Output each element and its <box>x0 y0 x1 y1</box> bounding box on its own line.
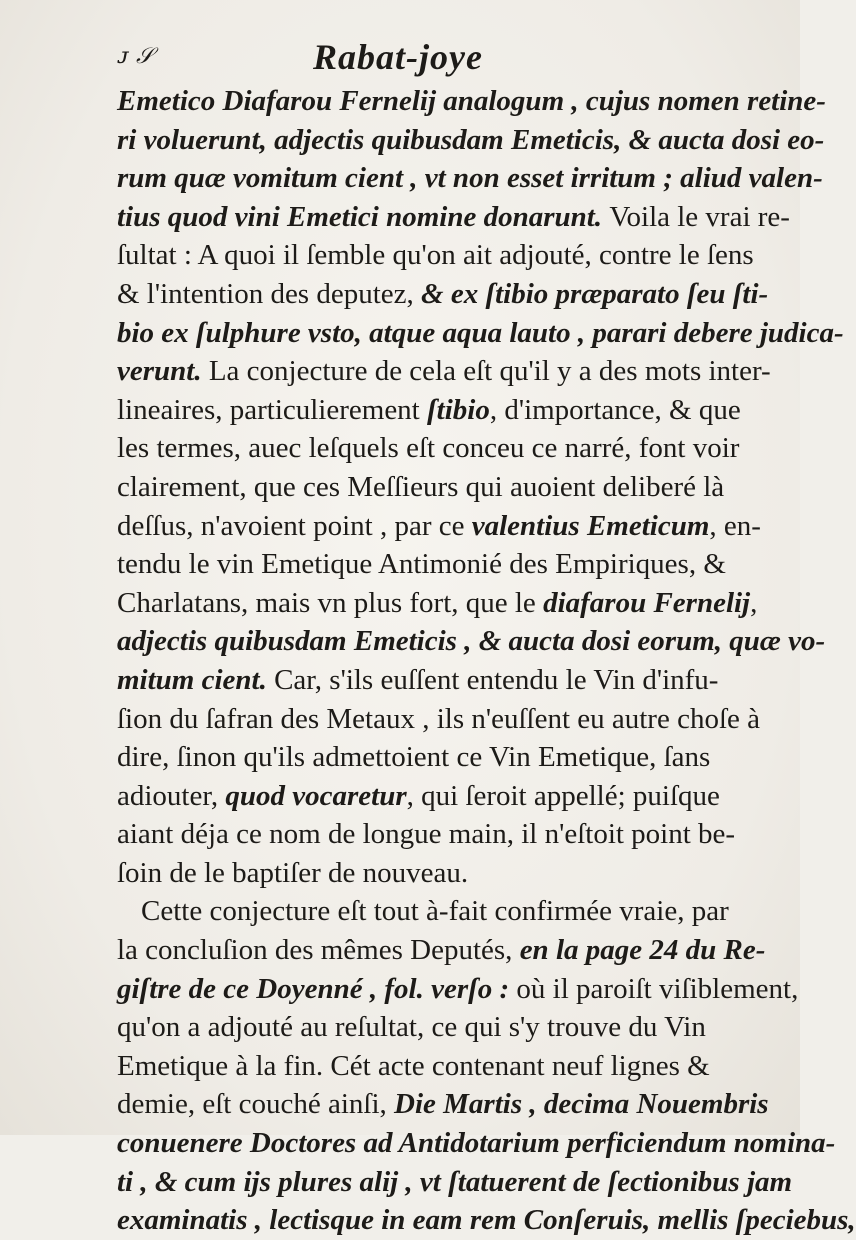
text-line <box>117 391 741 430</box>
running-head: Rabat-joye <box>313 37 483 77</box>
text-line: Emetico Diafarou Fernelij analogum , cujus nomen retine- <box>117 85 826 117</box>
roman-segment: où il paroiſt viſiblement, <box>516 972 799 1005</box>
text-line: qu'on a adjouté au reſultat, ce qui s'y trouve du Vin <box>117 1011 706 1044</box>
roman-segment: Car, s'ils euſſent entendu le Vin d'infu- <box>274 663 719 696</box>
italic-segment: rum quæ vomitum cient , vt non esset irritum ; aliud valen- <box>117 162 823 195</box>
roman-segment: la concluſion des mêmes Deputés, <box>117 934 520 967</box>
signature-mark: ᴊ 𝒮 <box>118 44 153 69</box>
text-line: ri voluerunt, adjectis quibusdam Emeticis, & aucta dosi eo- <box>117 123 825 156</box>
text-line: examinatis , lectisque in eam rem Conſeruis, mellis ſpeciebus, <box>117 1204 856 1237</box>
text-line <box>117 507 761 546</box>
italic-segment: diafarou Fernelij <box>543 586 751 619</box>
text-line: adjectis quibusdam Emeticis , & aucta dosi eorum, quæ vo- <box>117 625 826 658</box>
text-line <box>117 159 823 198</box>
text-line: conuenere Doctores ad Antidotarium perficiendum nomina- <box>117 1127 836 1160</box>
text-line: ſultat : A quoi il ſemble qu'on ait adjouté, contre le ſens <box>117 239 754 272</box>
text-line: les termes, auec leſquels eſt conceu ce narré, font voir <box>117 432 740 465</box>
italic-segment: giſtre de ce Doyenné , fol. verſo : <box>117 972 517 1005</box>
text-line <box>117 275 769 314</box>
italic-segment: Die Martis , decima Nouembris <box>394 1088 769 1121</box>
text-line: aiant déja ce nom de longue main, il n'eſtoit point be- <box>117 818 736 851</box>
text-line: ti , & cum ijs plures alij , vt ſtatuerent de ſectionibus jam <box>117 1165 793 1198</box>
roman-segment: , <box>750 586 758 619</box>
roman-segment: demie, eſt couché ainſi, <box>117 1088 395 1121</box>
roman-segment: Voila le vrai re- <box>609 200 790 233</box>
roman-segment: adiouter, <box>117 779 226 812</box>
text-line: ſion du ſafran des Metaux , ils n'euſſent eu autre choſe à <box>117 702 761 735</box>
roman-segment: , en- <box>709 509 761 542</box>
text-line <box>117 584 758 623</box>
text-line <box>117 970 799 1009</box>
text-line: dire, ſinon qu'ils admettoient ce Vin Emetique, ſans <box>117 741 711 774</box>
italic-segment: verunt. <box>117 355 209 388</box>
text-line: Emetique à la fin. Cét acte contenant neuf lignes & <box>117 1049 710 1082</box>
italic-segment: mitum cient. <box>117 663 275 696</box>
italic-segment: en la page 24 du Re- <box>519 934 766 967</box>
roman-segment: , d'importance, & que <box>489 393 741 426</box>
text-line <box>117 931 766 970</box>
text-line: bio ex ſulphure vsto, atque aqua lauto , parari debere judica- <box>117 316 844 349</box>
text-line: ſoin de le baptiſer de nouveau. <box>117 856 469 889</box>
text-line <box>117 198 790 237</box>
italic-segment: ſtibio <box>427 393 490 426</box>
text-line: tendu le vin Emetique Antimonié des Empiriques, & <box>117 548 726 581</box>
roman-segment: deſſus, n'avoient point , par ce <box>117 509 472 542</box>
roman-segment: lineaires, particulierement <box>117 393 427 426</box>
italic-segment: & ex ſtibio præparato ſeu ſti- <box>421 277 769 310</box>
roman-segment: , qui ſeroit appellé; puiſque <box>406 779 720 812</box>
italic-segment: valentius Emeticum <box>471 509 710 542</box>
text-line <box>117 777 720 816</box>
roman-segment: & l'intention des deputez, <box>117 277 422 310</box>
italic-segment: quod vocaretur <box>225 779 407 812</box>
roman-segment: Charlatans, mais vn plus fort, que le <box>117 586 544 619</box>
page-header <box>118 36 678 82</box>
text-line <box>117 1085 769 1124</box>
roman-segment: La conjecture de cela eſt qu'il y a des mots inter- <box>208 355 771 388</box>
text-block <box>117 82 856 1240</box>
text-line: clairement, que ces Meſſieurs qui auoient deliberé là <box>117 470 725 503</box>
text-line <box>117 661 719 700</box>
text-line: Cette conjecture eſt tout à-fait confirmée vraie, par <box>141 895 729 928</box>
text-line <box>117 352 771 391</box>
italic-segment: tius quod vini Emetici nomine donarunt. <box>117 200 610 233</box>
